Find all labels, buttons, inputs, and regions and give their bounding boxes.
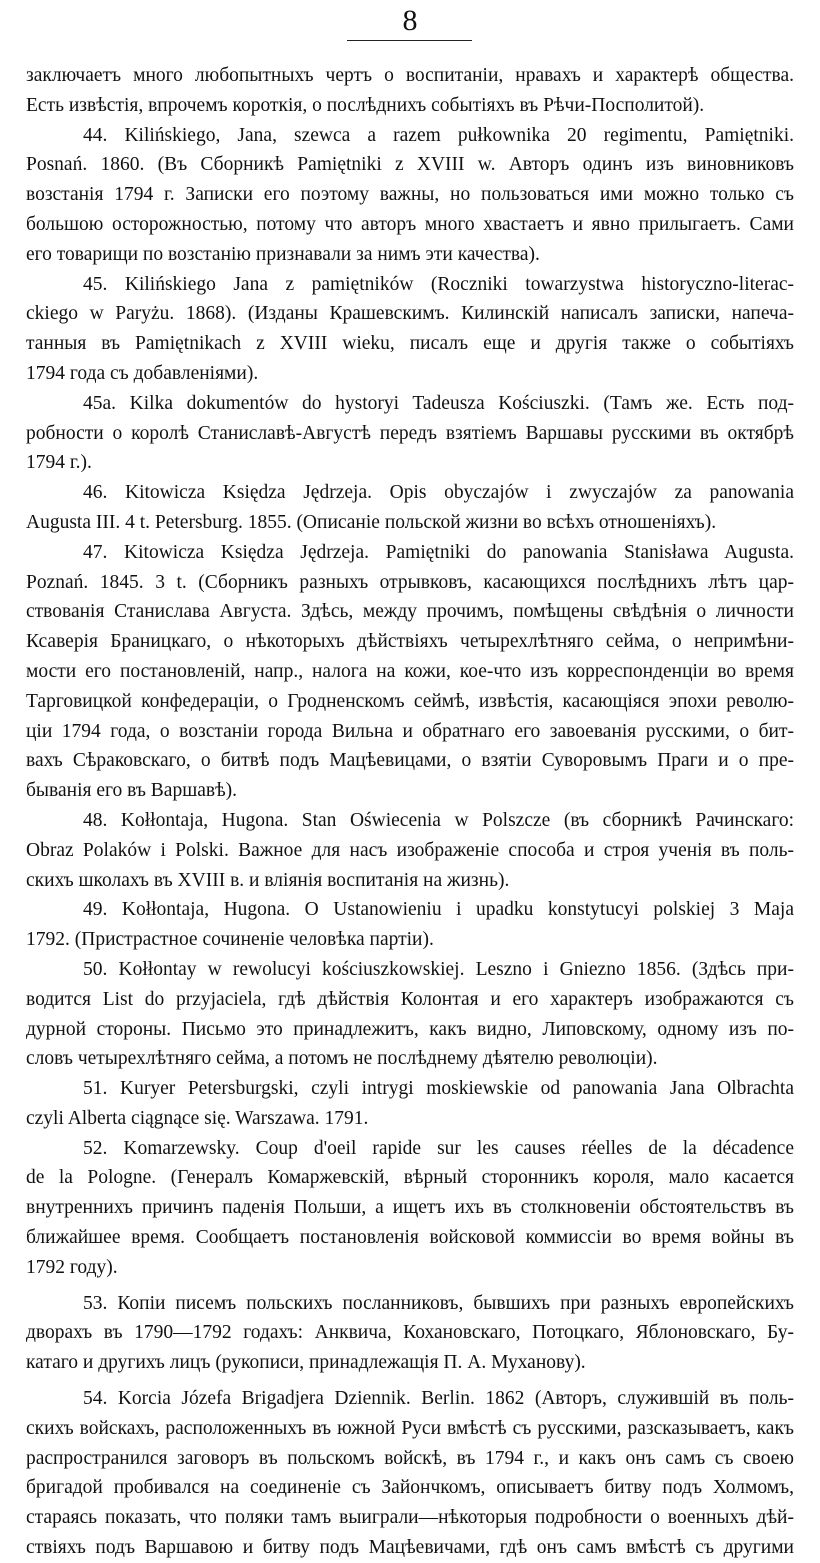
text-line: 54. Korcia Józefa Brigadjera Dziennik. Berlin. 1862 (Авторъ, служившій въ поль- bbox=[83, 1388, 794, 1410]
text-line: Posnań. 1860. (Въ Сборникѣ Pamiętniki z XVIII w. Авторъ одинъ изъ виновниковъ bbox=[26, 154, 794, 176]
text-line: 53. Копіи писемъ польскихъ посланниковъ, бывшихъ при разныхъ европейскихъ bbox=[83, 1292, 794, 1314]
text-line: распространился заговоръ въ польскомъ войскѣ, въ 1794 г., и какъ онъ самъ съ своею bbox=[26, 1447, 794, 1469]
bibliography-entry-54 bbox=[26, 1384, 794, 1563]
text-line: ckiego w Paryżu. 1868). (Изданы Крашевскимъ. Килинскій написалъ записки, напеча- bbox=[26, 303, 794, 325]
bibliography-entry-44 bbox=[26, 121, 794, 270]
text-line: ближайшее время. Сообщаетъ постановленія войсковой коммиссіи во время войны въ bbox=[26, 1227, 794, 1249]
text-line: 48. Kołłontaja, Hugona. Stan Oświecenia w Polszcze (въ сборникѣ Рачинскаго: bbox=[83, 809, 794, 831]
text-line: 51. Kuryer Petersburgski, czyli intrygi moskiewskie od panowania Jana Olbrachta bbox=[83, 1078, 794, 1100]
text-line: дурной стороны. Письмо это принадлежитъ, какъ видно, Липовскому, одному изъ по- bbox=[26, 1018, 794, 1040]
text-line: Augusta III. 4 t. Petersburg. 1855. (Описаніе польской жизни во всѣхъ отношеніяхъ). bbox=[26, 511, 717, 533]
text-line: танныя въ Pamiętnikach z XVIII wieku, писалъ еще и другія также о событіяхъ bbox=[26, 333, 794, 355]
text-line: 45a. Kilka dokumentów do hystoryi Tadeusza Kościuszki. (Тамъ же. Есть под- bbox=[83, 392, 794, 414]
bibliography-entry-48 bbox=[26, 806, 794, 895]
bibliography-entry-53 bbox=[26, 1289, 794, 1378]
bibliography-entry-46 bbox=[26, 478, 794, 538]
text-line: скихъ войскахъ, расположенныхъ въ южной Руси вмѣстѣ съ русскими, разсказываетъ, какъ bbox=[26, 1417, 794, 1439]
text-line: словъ четырехлѣтняго сейма, а потомъ не послѣднему дѣятелю революціи). bbox=[26, 1048, 658, 1070]
bibliography-entry-52 bbox=[26, 1134, 794, 1283]
text-line: дворахъ въ 1790—1792 годахъ: Анквича, Кохановскаго, Потоцкаго, Яблоновскаго, Бу- bbox=[26, 1322, 794, 1344]
text-line: 1794 года съ добавленіями). bbox=[26, 362, 259, 384]
text-line: бригадой пробивался на соединеніе съ Зайончкомъ, описываетъ битву подъ Холмомъ, bbox=[26, 1477, 794, 1499]
text-line: заключаетъ много любопытныхъ чертъ о воспитаніи, нравахъ и характерѣ общества. bbox=[26, 65, 794, 86]
text-line: 1792 году). bbox=[26, 1256, 118, 1278]
bibliography-entry-50 bbox=[26, 955, 794, 1074]
header-rule bbox=[347, 40, 472, 41]
text-line: Есть извѣстія, впрочемъ короткія, о послѣднихъ событіяхъ въ Рѣчи-Посполитой). bbox=[26, 94, 705, 116]
text-line: ствіяхъ подъ Варшавою и битву подъ Мацѣевичами, гдѣ онъ самъ вмѣстѣ съ другими bbox=[26, 1537, 794, 1559]
text-line: 49. Kołłontaja, Hugona. O Ustanowieniu i upadku konstytucyi polskiej 3 Maja bbox=[83, 899, 794, 921]
text-line: быванія его въ Варшавѣ). bbox=[26, 780, 238, 802]
text-line: ствованія Станислава Августа. Здѣсь, между прочимъ, помѣщены свѣдѣнія о личности bbox=[26, 601, 794, 623]
text-line: Тарговицкой конфедераціи, о Гродненскомъ сеймѣ, извѣстія, касающіяся эпохи револю- bbox=[26, 690, 794, 712]
bibliography-entry-45 bbox=[26, 270, 794, 389]
text-line: 47. Kitowicza Księdza Jędrzeja. Pamiętniki do panowania Stanisława Augusta. bbox=[83, 541, 794, 563]
text-line: de la Pologne. (Генералъ Комаржевскій, вѣрный сторонникъ короля, мало касается bbox=[26, 1167, 794, 1189]
document-body bbox=[26, 61, 794, 1563]
text-line: ціи 1794 года, о возстаніи города Вильна и обратнаго его завоеванія русскими, о бит- bbox=[26, 720, 794, 742]
text-line: 45. Kilińskiego Jana z pamiętników (Roczniki towarzystwa historyczno-literac- bbox=[83, 273, 794, 295]
bibliography-entry-51 bbox=[26, 1074, 794, 1134]
text-line: 52. Komarzewsky. Coup d'oeil rapide sur les causes réelles de la décadence bbox=[83, 1137, 794, 1159]
bibliography-entry-47 bbox=[26, 538, 794, 806]
text-line: внутреннихъ причинъ паденія Польши, а ищетъ ихъ въ столкновеніи обстоятельствъ въ bbox=[26, 1197, 794, 1219]
bibliography-entry-49 bbox=[26, 895, 794, 955]
text-line: скихъ школахъ въ XVIII в. и вліянія воспитанія на жизнь). bbox=[26, 869, 510, 891]
text-line: возстанія 1794 г. Записки его поэтому важны, но пользоваться ими можно только съ bbox=[26, 184, 794, 206]
bibliography-entry-45a bbox=[26, 389, 794, 478]
text-line: Ксаверія Браницкаго, о нѣкоторыхъ дѣйствіяхъ четырехлѣтняго сейма, о непримѣни- bbox=[26, 631, 794, 653]
bibliography-entry-cont bbox=[26, 61, 794, 121]
text-line: его товарищи по возстанію признавали за нимъ эти качества). bbox=[26, 243, 540, 265]
text-line: czyli Alberta ciągnące się. Warszawa. 1791. bbox=[26, 1107, 369, 1129]
text-line: робности о королѣ Станиславѣ-Августѣ передъ взятіемъ Варшавы русскими въ октябрѣ bbox=[26, 422, 794, 444]
text-line: 46. Kitowicza Księdza Jędrzeja. Opis obyczajów i zwyczajów za panowania bbox=[83, 482, 794, 504]
text-line: водится List do przyjaciela, гдѣ дѣйствія Колонтая и его характеръ изображаются съ bbox=[26, 988, 794, 1010]
page-number: 8 bbox=[402, 4, 418, 37]
text-line: 1794 г.). bbox=[26, 452, 92, 474]
text-line: стараясь показать, что поляки тамъ выиграли—нѣкоторыя подробности о военныхъ дѣй- bbox=[26, 1507, 794, 1529]
text-line: Obraz Polaków i Polski. Важное для насъ изображеніе способа и строя ученія въ поль- bbox=[26, 839, 794, 861]
text-line: катаго и другихъ лицъ (рукописи, принадлежащія П. А. Муханову). bbox=[26, 1352, 586, 1374]
text-line: 50. Kołłontay w rewolucyi kościuszkowskiej. Leszno i Gniezno 1856. (Здѣсь при- bbox=[83, 958, 794, 980]
text-line: Poznań. 1845. 3 t. (Сборникъ разныхъ отрывковъ, касающихся послѣднихъ лѣтъ цар- bbox=[26, 571, 794, 593]
text-line: 1792. (Пристрастное сочиненіе человѣка партіи). bbox=[26, 929, 434, 951]
text-line: мости его постановленій, напр., налога на кожи, кое-что изъ корреспонденціи во время bbox=[26, 660, 794, 682]
text-line: большою осторожностью, потому что авторъ много хвастаетъ и явно прилыгаетъ. Сами bbox=[26, 213, 794, 235]
text-line: вахъ Сѣраковскаго, о битвѣ подъ Мацѣевицами, о взятіи Суворовымъ Праги и о пре- bbox=[26, 750, 794, 772]
text-line: 44. Kilińskiego, Jana, szewca a razem pułkownika 20 regimentu, Pamiętniki. bbox=[83, 124, 794, 146]
